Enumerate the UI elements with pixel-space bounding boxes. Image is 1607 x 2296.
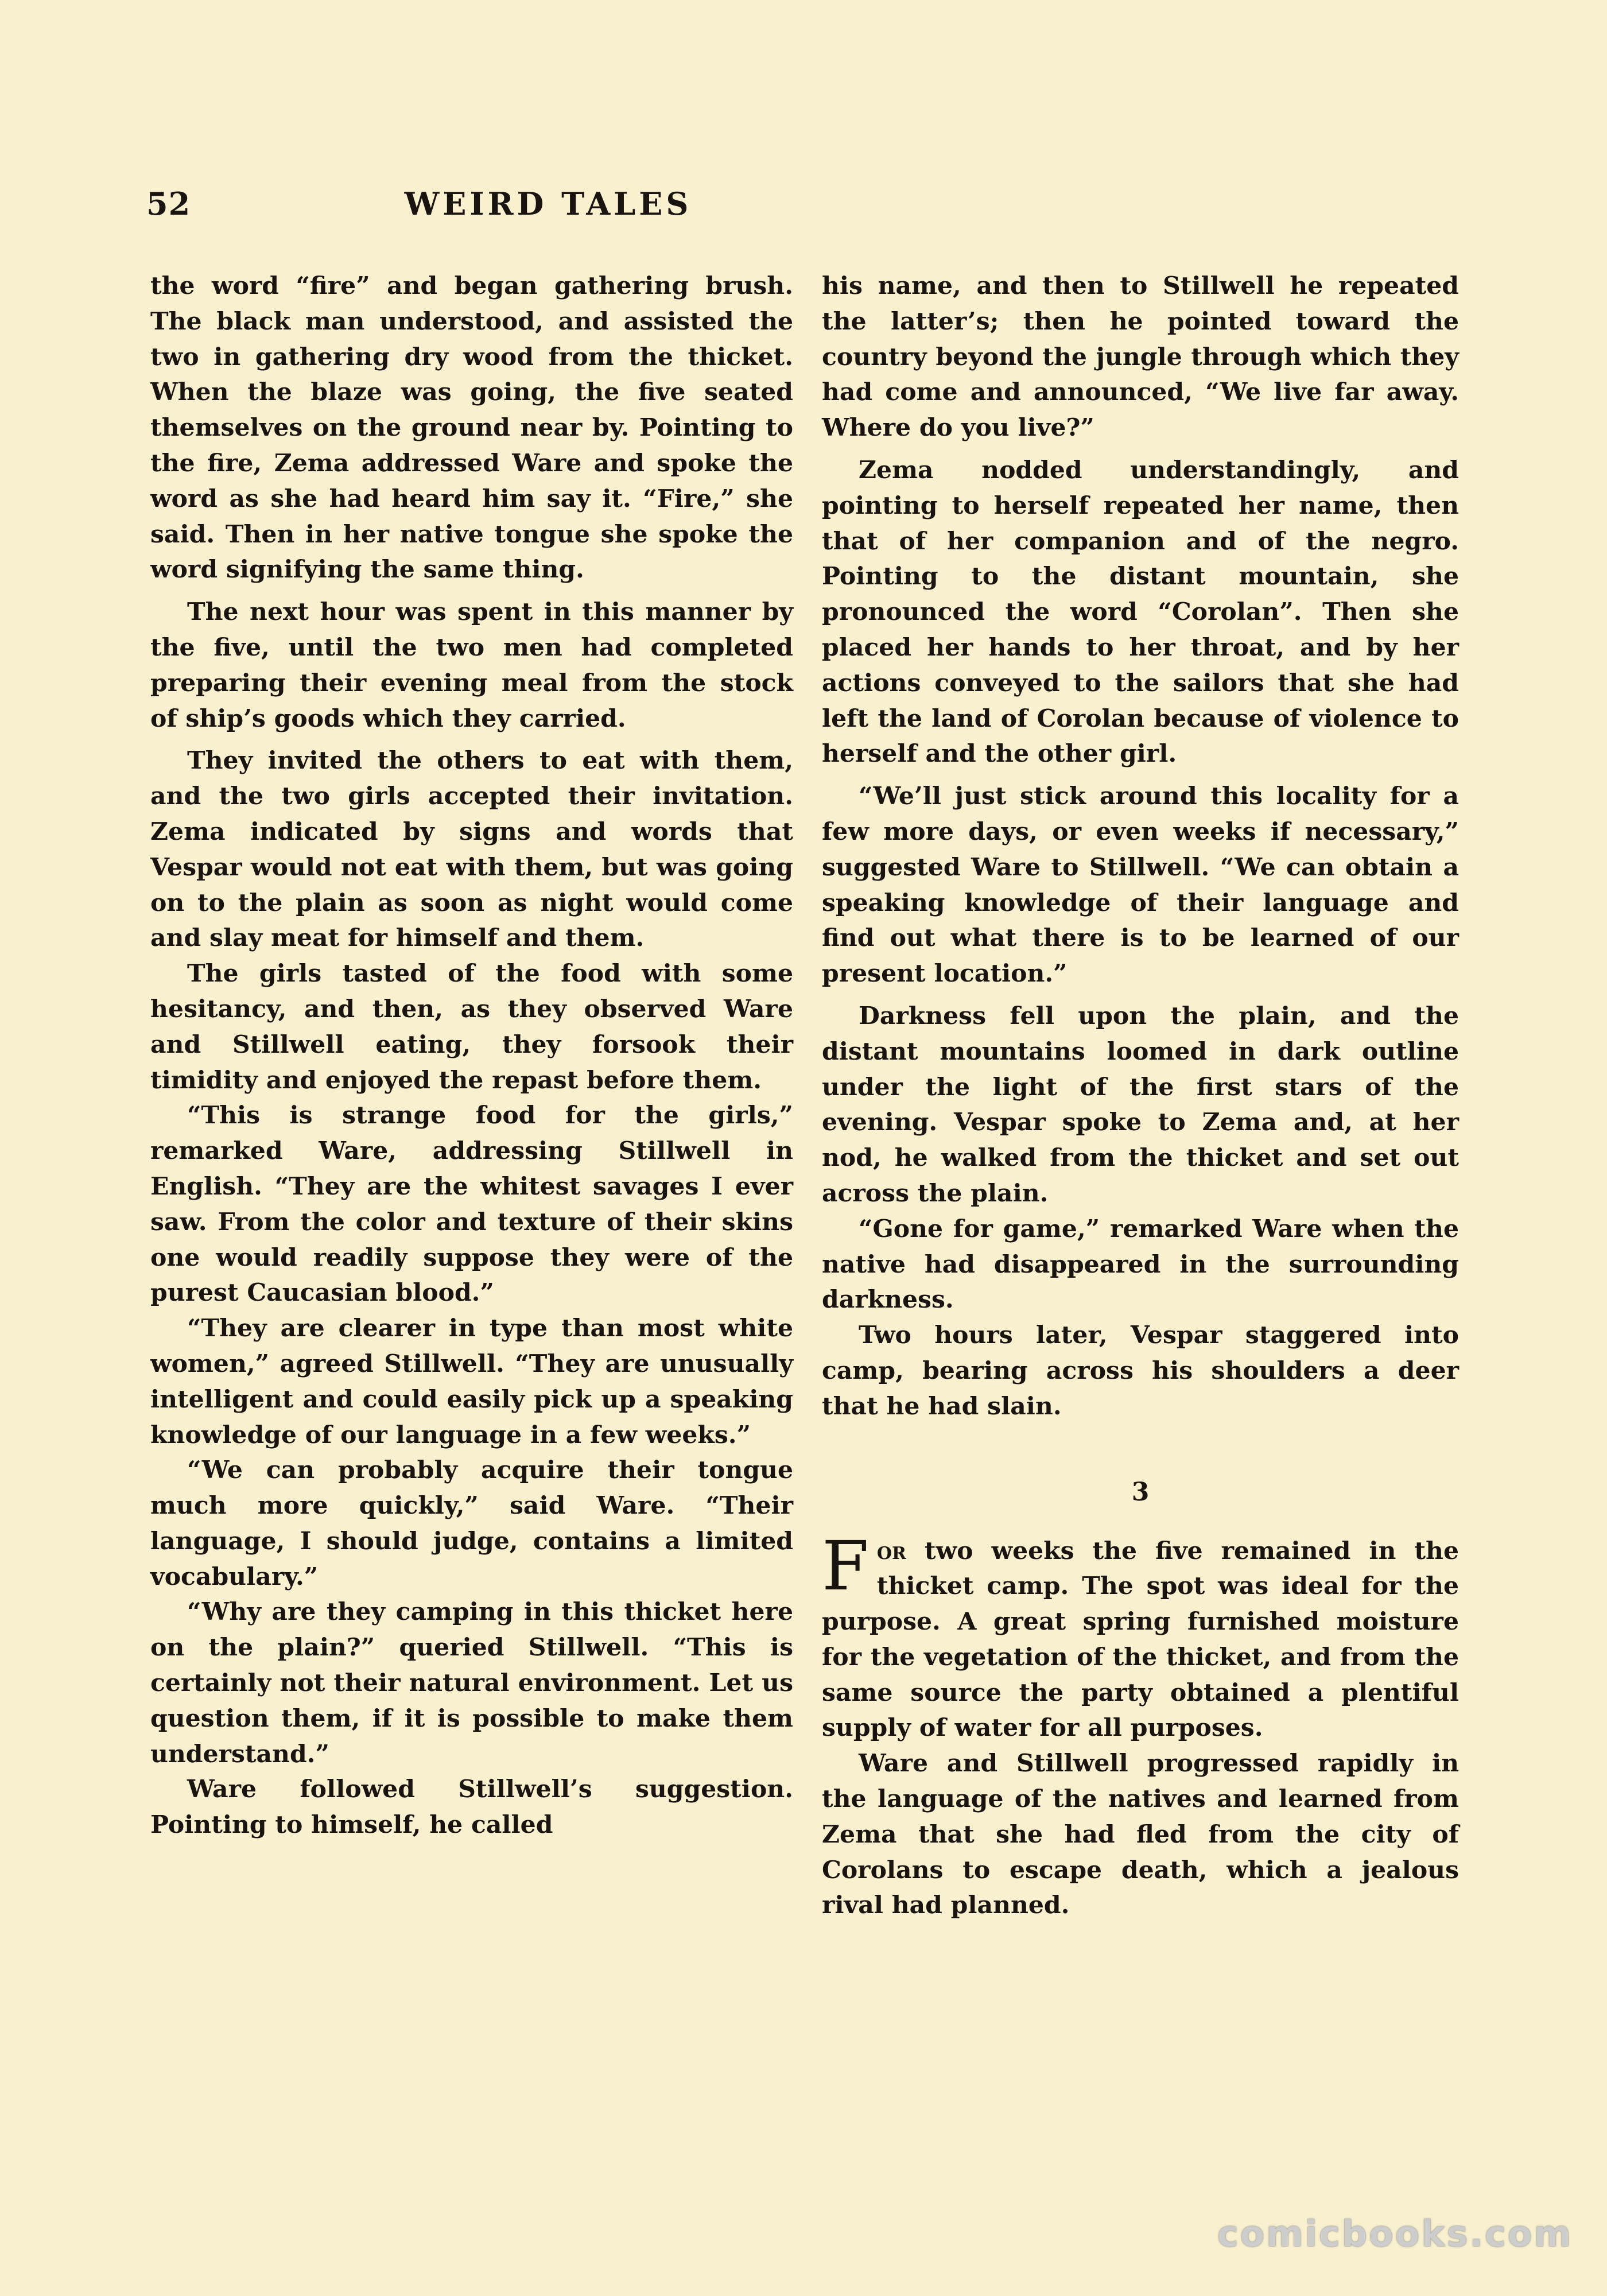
paragraph: Ware and Stillwell progressed rapidly in the language of the natives and learned from Zema that she had fled from the city of Corolans to escape death, which a jealous rival had planned. <box>822 1749 1459 1920</box>
paragraph-text: two weeks the five remained in the thicket camp. The spot was ideal for the purpose. A great spring furnished moisture for the vegetation of the thicket, and from the same source the party obtained a plentiful supply of water for all purposes. <box>822 1536 1459 1743</box>
right-column <box>822 269 1459 1923</box>
paragraph: “Gone for game,” remarked Ware when the native had disappeared in the surrounding darkness. <box>822 1214 1459 1314</box>
page-header <box>146 185 950 226</box>
paragraph: Ware followed Stillwell’s suggestion. Pointing to himself, he called <box>150 1775 793 1840</box>
paragraph: his name, and then to Stillwell he repeated the latter’s; then he pointed toward the country beyond the jungle through which they had come and announced, “We live far away. Where do you live?” <box>822 272 1459 443</box>
watermark: comicbooks.com <box>1217 2213 1573 2255</box>
paragraph: “This is strange food for the girls,” remarked Ware, addressing Stillwell in English. “They are the whitest savages I ever saw. From the color and texture of their skins one would readily suppose they were of the purest Caucasian blood.” <box>150 1101 793 1308</box>
paragraph: “Why are they camping in this thicket here on the plain?” queried Stillwell. “This is certainly not their natural environment. Let us question them, if it is possible to make them understand.” <box>150 1597 793 1768</box>
paragraph: the word “fire” and began gathering brush. The black man understood, and assisted the two in gathering dry wood from the thicket. When the blaze was going, the five seated themselves on the ground near by. Pointing to the fire, Zema addressed Ware and spoke the word as she had heard him say it. “Fire,” she said. Then in her native tongue she spoke the word signifying the same thing. <box>150 272 793 584</box>
section-opening-paragraph <box>822 1526 1459 1747</box>
paragraph: Darkness fell upon the plain, and the distant mountains loomed in dark outline under the light of the first stars of the evening. Vespar spoke to Zema and, at her nod, he walked from the thicket and set out across the plain. <box>822 1001 1459 1208</box>
paragraph: “We can probably acquire their tongue much more quickly,” said Ware. “Their language, I should judge, contains a limited vocabulary.” <box>150 1456 793 1591</box>
page-number: 52 <box>146 185 191 222</box>
section-number: 3 <box>1131 1477 1150 1507</box>
paragraph: “We’ll just stick around this locality for a few more days, or even weeks if necessary,” suggested Ware to Stillwell. “We can obtain a speaking knowledge of their language and find out what there is to be learned of our present location.” <box>822 782 1459 988</box>
drop-cap-continuation: or <box>876 1536 906 1565</box>
paragraph: Zema nodded understandingly, and pointing to herself repeated her name, then that of her companion and of the negro. Pointing to the distant mountain, she pronounced the word “Corolan”. Then she placed her hands to her throat, and by her actions conveyed to the sailors that she had left the land of Corolan because of violence to herself and the other girl. <box>822 455 1459 769</box>
paragraph: “They are clearer in type than most white women,” agreed Stillwell. “They are unusually intelligent and could easily pick up a speaking knowledge of our language in a few weeks.” <box>150 1314 793 1449</box>
paragraph: They invited the others to eat with them, and the two girls accepted their invitation. Zema indicated by signs and words that Vespar would not eat with them, but was going on to the plain as soon as night would come and slay meat for himself and them. <box>150 746 793 953</box>
running-title: WEIRD TALES <box>404 185 692 222</box>
drop-cap: F <box>822 1526 869 1605</box>
paragraph: Two hours later, Vespar staggered into camp, bearing across his shoulders a deer that he had slain. <box>822 1321 1459 1421</box>
paragraph: The next hour was spent in this manner by the five, until the two men had completed preparing their evening meal from the stock of ship’s goods which they carried. <box>150 598 793 733</box>
paragraph: The girls tasted of the food with some hesitancy, and then, as they observed Ware and Stillwell eating, they forsook their timidity and enjoyed the repast before them. <box>150 959 793 1095</box>
left-column <box>150 269 793 1843</box>
